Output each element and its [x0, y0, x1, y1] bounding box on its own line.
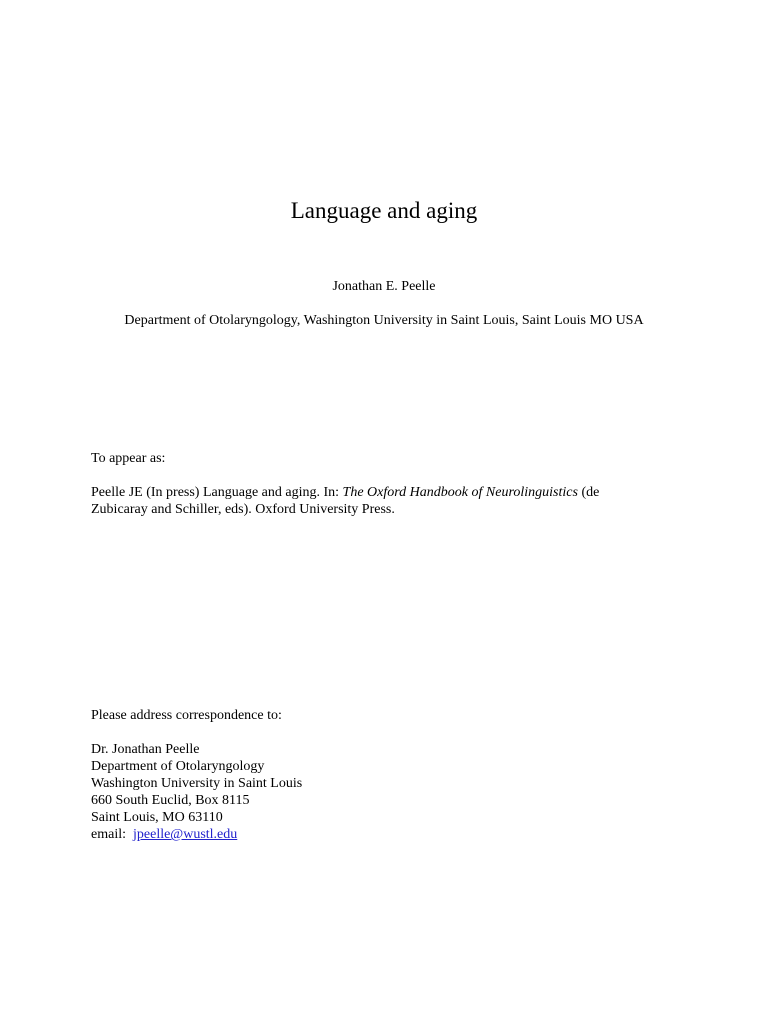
author-affiliation: Department of Otolaryngology, Washington University in Saint Louis, Saint Louis MO USA [124, 313, 644, 328]
email-label: email: [91, 827, 126, 842]
address-institution: Washington University in Saint Louis [91, 776, 303, 791]
address-city: Saint Louis, MO 63110 [91, 810, 223, 825]
address-street: 660 South Euclid, Box 8115 [91, 793, 250, 808]
document-title: Language and aging [290, 198, 478, 223]
author-name: Jonathan E. Peelle [332, 279, 436, 294]
citation [91, 484, 691, 518]
citation-text-start: Peelle JE (In press) Language and aging. In: [91, 485, 343, 500]
citation-text-end: (de [577, 485, 600, 500]
citation-text-line2: Zubicaray and Schiller, eds). Oxford University Press. [91, 502, 395, 517]
correspondence-label: Please address correspondence to: [91, 708, 282, 723]
email-link[interactable]: jpeelle@wustl.edu [133, 827, 238, 842]
correspondence-address [91, 741, 691, 843]
appear-as-label: To appear as: [91, 451, 166, 466]
address-name: Dr. Jonathan Peelle [91, 742, 200, 757]
address-department: Department of Otolaryngology [91, 759, 265, 774]
address-email-line [91, 826, 691, 843]
citation-book-title: The Oxford Handbook of Neurolinguistics [342, 485, 578, 500]
